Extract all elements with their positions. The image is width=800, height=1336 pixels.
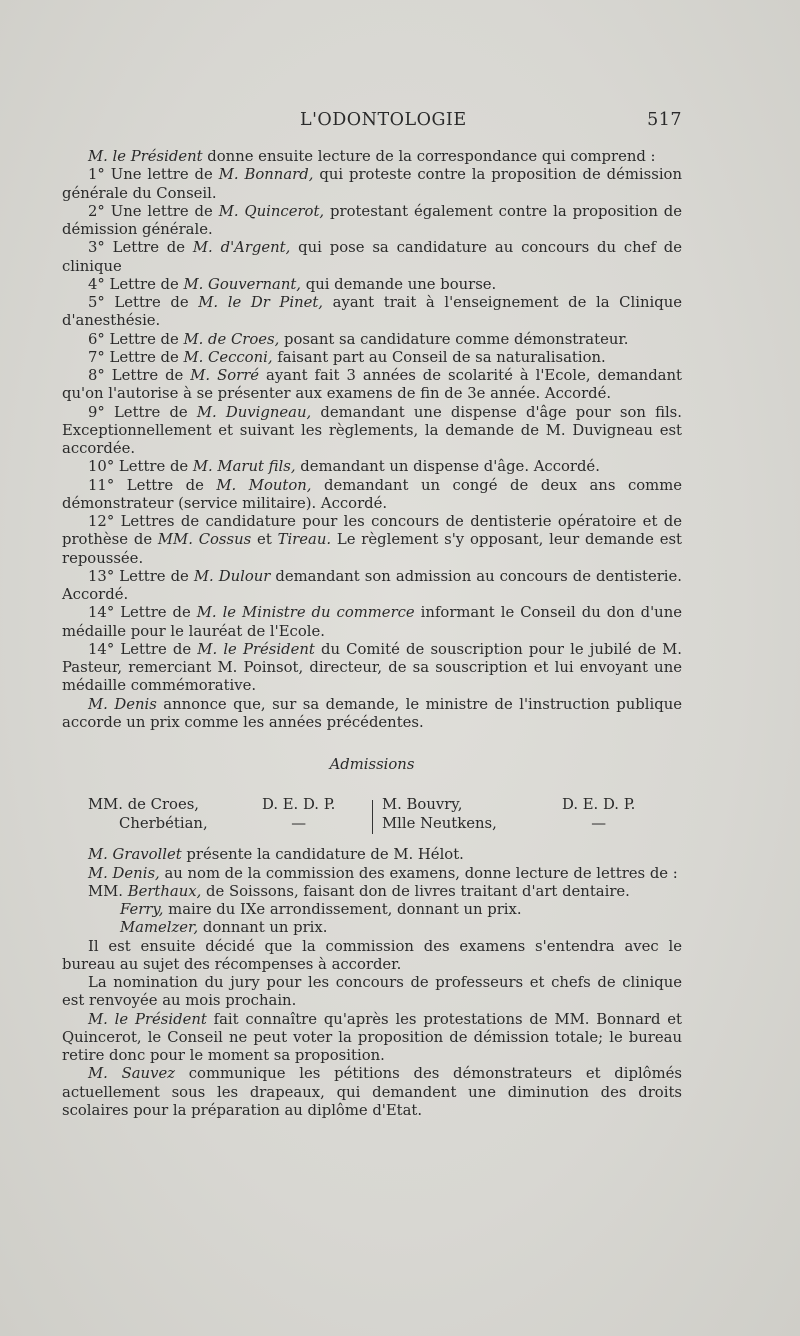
- item-number: 1° Une lettre de: [88, 166, 219, 184]
- item-number: 12° Lettres de candidature pour les concours de dentisterie opératoire et de prothèse de: [62, 513, 682, 549]
- admission-degree: D. E. D. P.: [562, 796, 636, 814]
- paragraph-ferry: [62, 901, 682, 919]
- paragraph-sauvez: [62, 1065, 682, 1120]
- person-name: M. Denis: [88, 695, 157, 713]
- paragraph-text: annonce que, sur sa demande, le ministre de l'instruction publique accorde un prix comme les années précédentes.: [62, 695, 682, 731]
- paragraph-berthaux: [62, 883, 682, 901]
- paragraph-denis-prize: [62, 696, 682, 733]
- paragraph-item-3: [62, 239, 682, 276]
- person-name: M. le Président: [197, 640, 315, 658]
- person-name: M. de Croes,: [183, 330, 280, 348]
- paragraph-mamelzer: [62, 919, 682, 937]
- paragraph-item-8: [62, 367, 682, 404]
- item-number: 4° Lettre de: [88, 275, 184, 293]
- admissions-table: [62, 796, 682, 836]
- paragraph-item-9: [62, 404, 682, 459]
- paragraph-denis-letters: [62, 865, 682, 883]
- paragraph-item-4: [62, 276, 682, 294]
- item-text: de Soissons, faisant don de livres traitant d'art dentaire.: [201, 882, 630, 900]
- paragraph-gravollet: [62, 846, 682, 864]
- paragraph-correspondence: [62, 148, 682, 166]
- person-name: M. Dulour: [193, 567, 271, 585]
- item-number: 6° Lettre de: [88, 330, 184, 348]
- item-text: et: [251, 531, 278, 549]
- speaker-name: M. le Président: [88, 148, 203, 165]
- person-name: M. Gouvernant,: [183, 275, 302, 293]
- person-name: Mamelzer,: [120, 919, 199, 937]
- item-text: informant le Conseil du don d'une médaille pour le lauréat de l'Ecole.: [62, 604, 682, 640]
- paragraph-item-14b: [62, 641, 682, 696]
- item-text: protestant également contre la proposition de démission générale.: [62, 202, 683, 238]
- item-number: 5° Lettre de: [88, 294, 199, 311]
- person-name: M. Sauvez: [88, 1065, 175, 1083]
- admissions-names-right: [382, 796, 497, 833]
- paragraph-text: fait connaître qu'après les protestations de MM. Bonnard et Quincerot, le Conseil ne peut voter la proposition de démission totale; le bureau retire donc pour le moment sa proposition.: [62, 1010, 682, 1064]
- item-text: maire du IXe arrondissement, donnant un prix.: [163, 901, 522, 918]
- running-header: [62, 110, 682, 136]
- admission-name: M. Bouvry,: [382, 796, 463, 814]
- admissions-degree-left: [262, 796, 335, 833]
- person-name: Ferry,: [120, 901, 164, 918]
- item-number: 11° Lettre de: [88, 476, 217, 494]
- person-name: M. Cecconi,: [183, 348, 273, 366]
- paragraph-text: présente la candidature de M. Hélot.: [181, 846, 464, 864]
- person-name: M. le Ministre du commerce: [196, 604, 415, 622]
- person-name: M. Denis,: [88, 864, 160, 882]
- paragraph-recompenses: Il est ensuite décidé que la commission des examens s'entendra avec le bureau au sujet des récompenses à accorder.: [62, 937, 682, 973]
- item-number: 14° Lettre de: [88, 640, 198, 658]
- item-text: posant sa candidature comme démonstrateur.: [279, 330, 629, 348]
- item-number: 10° Lettre de: [88, 458, 193, 476]
- admissions-names-left: [88, 796, 208, 833]
- item-number: 14° Lettre de: [88, 604, 197, 622]
- item-text: qui demande une bourse.: [301, 275, 497, 293]
- paragraph-president-decision: [62, 1011, 682, 1066]
- paragraph-item-6: [62, 331, 682, 349]
- paragraph-item-13: [62, 568, 682, 605]
- admission-name: MM. de Croes,: [88, 796, 199, 814]
- item-text: demandant un congé de deux ans comme démonstrateur (service militaire). Accordé.: [62, 476, 682, 512]
- item-text: qui pose sa candidature au concours du chef de clinique: [62, 239, 683, 275]
- item-text: demandant un dispense d'âge. Accordé.: [295, 458, 600, 476]
- admission-degree: —: [591, 814, 607, 832]
- paragraph-item-5: [62, 294, 682, 331]
- admission-degree: D. E. D. P.: [262, 796, 336, 814]
- person-name: M. le Dr Pinet,: [198, 294, 324, 311]
- person-name: M. d'Argent,: [192, 239, 291, 257]
- item-text: MM.: [88, 882, 128, 900]
- person-name: M. Gravollet: [88, 846, 182, 864]
- person-name: M. Mouton,: [216, 476, 312, 494]
- paragraph-item-10: [62, 458, 682, 476]
- item-text: ayant fait 3 années de scolarité à l'Ecole, demandant qu'on l'autorise à se présenter aux examens de fin de 3e année. Accordé.: [62, 367, 682, 403]
- paragraph-item-11: [62, 477, 682, 514]
- journal-title: L'ODONTOLOGIE: [300, 110, 467, 130]
- item-number: 8° Lettre de: [88, 367, 191, 384]
- paragraph-item-2: [62, 203, 682, 240]
- paragraph-item-12: [62, 513, 682, 568]
- item-text: Le règlement s'y opposant, leur demande est repoussée.: [62, 531, 682, 567]
- item-text: du Comité de souscription pour le jubilé de M. Pasteur, remerciant M. Poinsot, directeur, de sa souscription et lui envoyant une médaille commémorative.: [62, 640, 682, 695]
- person-name: M. Marut fils,: [192, 458, 296, 476]
- paragraph-text: communique les pétitions des démonstrateurs et diplômés actuellement sous les drapeaux, qui demandent une diminution des droits scolaires pour la préparation au diplôme d'Etat.: [62, 1065, 682, 1119]
- admission-name: Mlle Neutkens,: [382, 814, 497, 832]
- paragraph-item-14a: [62, 604, 682, 641]
- person-name: M. Quincerot,: [218, 202, 325, 220]
- paragraph-item-1: [62, 166, 682, 203]
- item-number: 2° Une lettre de: [88, 202, 219, 220]
- page-number: 517: [647, 110, 682, 130]
- item-text: demandant son admission au concours de dentisterie. Accordé.: [62, 567, 683, 603]
- item-text: demandant une dispense d'âge pour son fils. Exceptionnellement et suivant les règlements, la demande de M. Duvigneau est accordée.: [62, 403, 682, 457]
- paragraph-item-7: [62, 349, 682, 367]
- section-title-admissions: Admissions: [329, 756, 415, 773]
- item-text: ayant trait à l'enseignement de la Clinique d'anesthésie.: [62, 294, 682, 330]
- admission-name: Cherbétian,: [119, 814, 208, 832]
- admission-degree: —: [291, 814, 307, 832]
- item-number: 7° Lettre de: [88, 348, 184, 366]
- person-name: MM. Cossus: [157, 531, 252, 549]
- person-name: M. Bonnard,: [218, 166, 314, 184]
- person-name: Berthaux,: [127, 882, 202, 900]
- person-name: Tireau.: [277, 531, 332, 549]
- item-number: 3° Lettre de: [88, 239, 193, 257]
- person-name: M. Duvigneau,: [196, 403, 312, 421]
- item-text: qui proteste contre la proposition de démission générale du Conseil.: [62, 166, 682, 202]
- body-text: [62, 148, 682, 1120]
- paragraph-text: donne ensuite lecture de la correspondance qui comprend :: [202, 148, 656, 165]
- paragraph-text: au nom de la commission des examens, donne lecture de lettres de :: [159, 864, 678, 882]
- column-divider: [372, 800, 373, 834]
- paragraph-jury: La nomination du jury pour les concours de professeurs et chefs de clinique est renvoyée au mois prochain.: [62, 974, 682, 1010]
- admissions-degree-right: [562, 796, 635, 833]
- item-number: 13° Lettre de: [88, 567, 194, 585]
- person-name: M. Sorré: [190, 367, 260, 384]
- item-text: faisant part au Conseil de sa naturalisation.: [272, 348, 606, 366]
- item-number: 9° Lettre de: [88, 403, 197, 421]
- person-name: M. le Président: [88, 1010, 207, 1028]
- item-text: donnant un prix.: [198, 919, 328, 937]
